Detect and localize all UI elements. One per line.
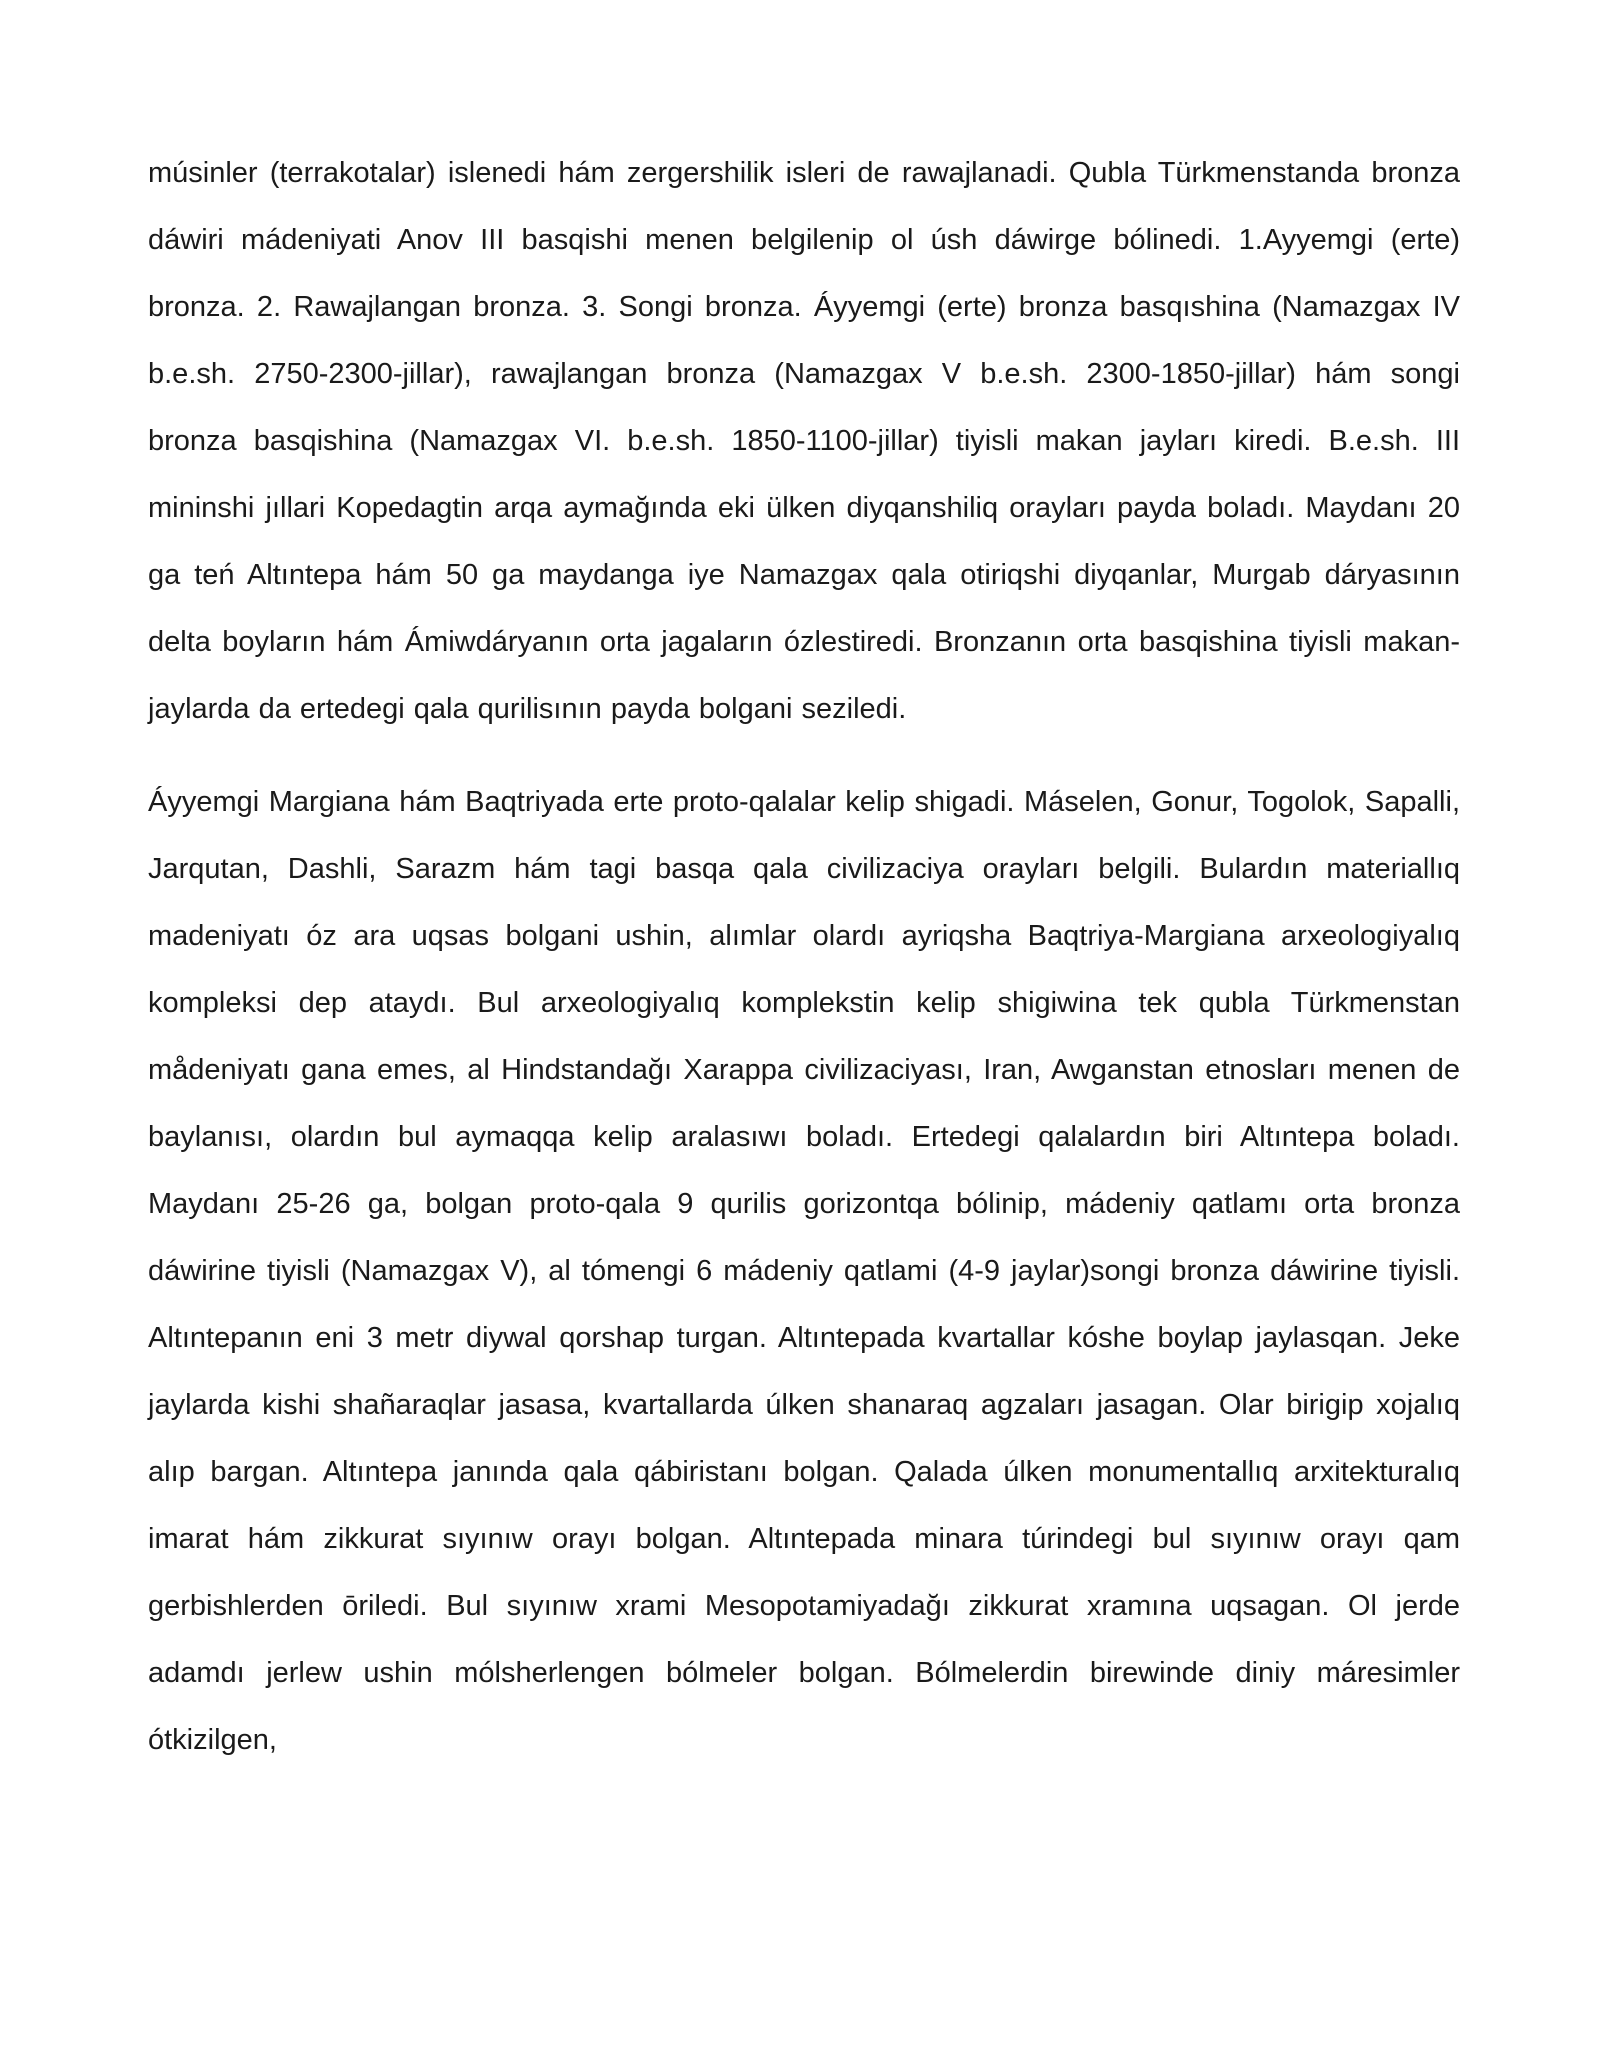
paragraph-2: Áyyemgi Margiana hám Baqtriyada erte proto-qalalar kelip shigadi. Máselen, Gonur, Togolok, Sapalli, Jarqutan, Dashli, Sarazm hám tagi basqa qala civilizaciya orayları belgili. Bulardın materiallıq madeniyatı óz ara uqsas bolgani ushin, alımlar olardı ayriqsha Baqtriya-Margiana arxeologiyalıq kompleksi dep ataydı. Bul arxeologiyalıq komplekstin kelip shigiwina tek qubla Türkmenstan mådeniyatı gana emes, al Hindstandağı Xarappa civilizaciyası, Iran, Awganstan etnosları menen de baylanısı, olardın bul aymaqqa kelip aralasıwı boladı. Ertedegi qalalardın biri Altıntepa boladı. Maydanı 25-26 ga, bolgan proto-qala 9 qurilis gorizontqa bólinip, mádeniy qatlamı orta bronza dáwirine tiyisli (Namazgax V), al tómengi 6 mádeniy qatlami (4-9 jaylar)songi bronza dáwirine tiyisli. Altıntepanın eni 3 metr diywal qorshap turgan. Altıntepada kvartallar kóshe boylap jaylasqan. Jeke jaylarda kishi shañaraqlar jasasa, kvartallarda úlken shanaraq agzaları jasagan. Olar birigip xojalıq alıp bargan. Altıntepa janında qala qábiristanı bolgan. Qalada úlken monumentallıq arxitekturalıq imarat hám zikkurat sıyınıw orayı bolgan. Altıntepada minara túrindegi bul sıyınıw orayı qam gerbishlerden ōriledi. Bul sıyınıw xrami Mesopotamiyadağı zikkurat xramına uqsagan. Ol jerde adamdı jerlew ushin mólsherlengen bólmeler bolgan. Bólmelerdin birewinde diniy máresimler ótkizilgen,	[148, 786, 1460, 1756]
paragraph-1: músinler (terrakotalar) islenedi hám zergershilik isleri de rawajlanadi. Qubla Türkmenstanda bronza dáwiri mádeniyati Anov III basqishi menen belgilenip ol úsh dáwirge bólinedi. 1.Ayyemgi (erte) bronza. 2. Rawajlangan bronza. 3. Songi bronza. Áyyemgi (erte) bronza basqıshina (Namazgax IV b.e.sh. 2750-2300-jillar), rawajlangan bronza (Namazgax V b.e.sh. 2300-1850-jillar) hám songi bronza basqishina (Namazgax VI. b.e.sh. 1850-1100-jillar) tiyisli makan jayları kiredi. B.e.sh. III mininshi jıllari Kopedagtin arqa aymağında eki ülken diyqanshiliq orayları payda boladı. Maydanı 20 ga teń Altıntepa hám 50 ga maydanga iye Namazgax qala otiriqshi diyqanlar, Murgab dáryasının delta boyların hám Ámiwdáryanın orta jagaların ózlestiredi. Bronzanın orta basqishina tiyisli makan- jaylarda da ertedegi qala qurilisının payda bolgani seziledi.	[148, 157, 1460, 725]
